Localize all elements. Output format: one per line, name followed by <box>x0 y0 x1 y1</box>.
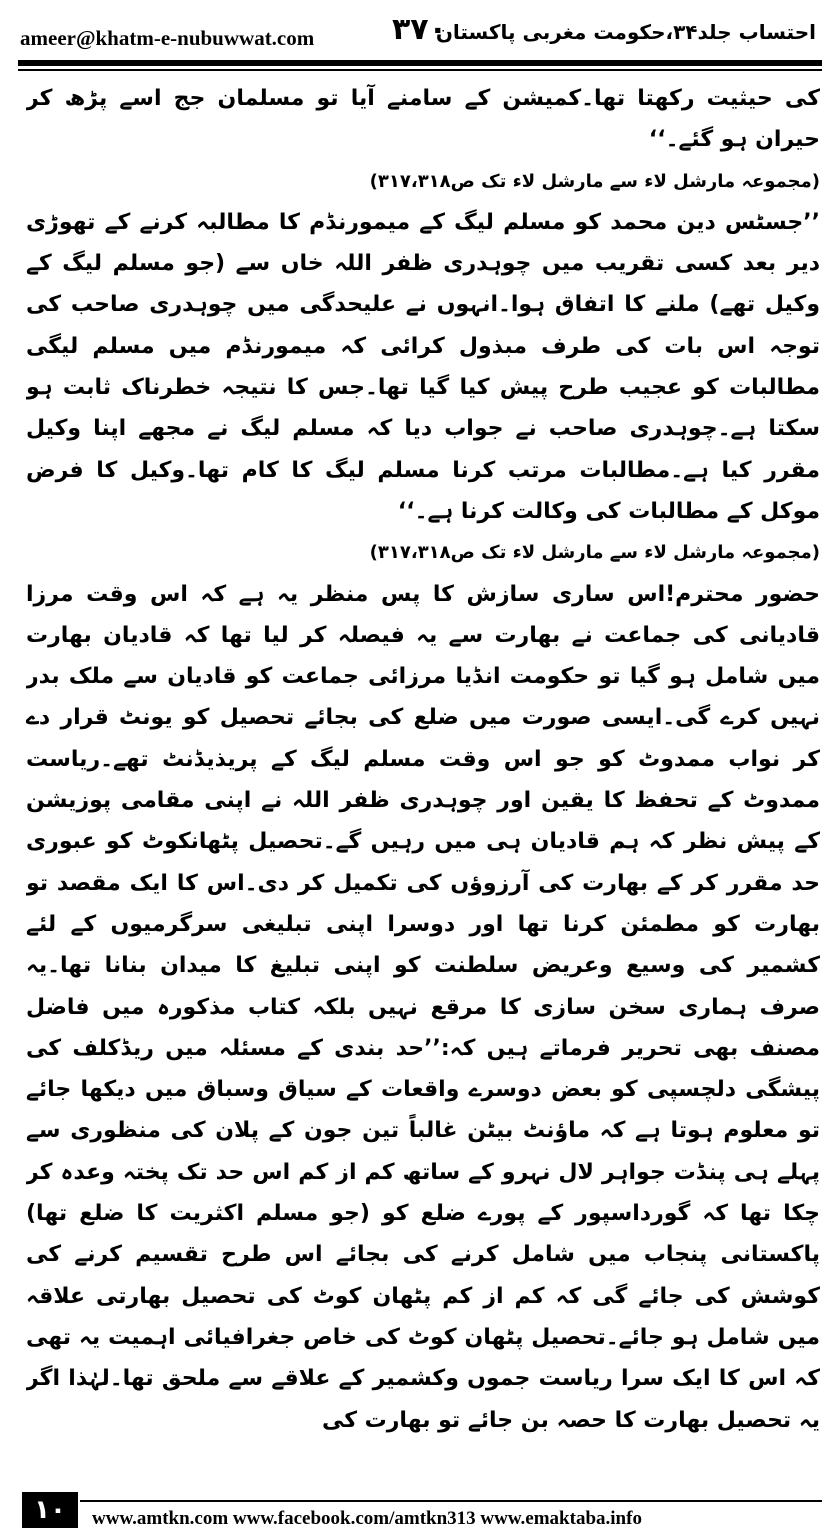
body-citation: (مجموعہ مارشل لاء سے مارشل لاء تک ص۳۱۷،۳۱۸) <box>369 542 820 564</box>
body-citation: (مجموعہ مارشل لاء سے مارشل لاء تک ص۳۱۷،۳۱۸) <box>369 170 820 192</box>
body-paragraph: کی حیثیت رکھتا تھا۔کمیشن کے سامنے آیا تو مسلمان جج اسے پڑھ کر حیران ہو گئے۔‘‘ <box>26 86 820 153</box>
body-paragraph: ’’جسٹس دین محمد کو مسلم لیگ کے میمورنڈم کا مطالبہ کرنے کے تھوڑی دیر بعد کسی تقریب میں چوہدری ظفر اللہ خاں سے (جو مسلم لیگ کے وکیل تھے) ملنے کا اتفاق ہوا۔انہوں نے علیحدگی میں چوہدری صاحب کی توجہ اس بات کی طرف مبذول کرائی کہ میمورنڈم میں مسلم لیگی مطالبات کو عجیب طرح پیش کیا گیا تھا۔جس کا نتیجہ خطرناک ثابت ہو سکتا ہے۔چوہدری صاحب نے جواب دیا کہ مسلم لیگ نے مجھے اپنا وکیل مقرر کیا ہے۔مطالبات مرتب کرنا مسلم لیگ کا کام تھا۔وکیل کا فرض موکل کے مطالبات کی وکالت کرنا ہے۔‘‘ <box>26 209 820 524</box>
page-header <box>18 12 822 56</box>
header-email: ameer@khatm-e-nubuwwat.com <box>20 26 315 50</box>
footer-rule <box>80 1500 822 1502</box>
header-rule-thick <box>18 60 822 66</box>
header-running-title: احتساب جلد۳۴،حکومت مغربی پاکستان <box>435 20 816 44</box>
footer-page-number: ۱۰ <box>22 1492 78 1528</box>
footer-links: www.amtkn.com www.facebook.com/amtkn313 www.emaktaba.info <box>92 1508 642 1529</box>
header-rule-thin <box>18 69 822 71</box>
page-body <box>26 78 820 1468</box>
header-page-number: ۳۷۰ <box>392 12 447 47</box>
body-paragraph: حضور محترم!اس ساری سازش کا پس منظر یہ ہے کہ اس وقت مرزا قادیانی کی جماعت نے بھارت سے یہ فیصلہ کر لیا تھا کہ قادیان بھارت میں شامل ہو گیا تو حکومت انڈیا مرزائی جماعت کو قادیان سے ملک بدر نہیں کرے گی۔ایسی صورت میں ضلع کی بجائے تحصیل کو یونٹ قرار دے کر نواب ممدوٹ کو جو اس وقت مسلم لیگ کے پریذیڈنٹ تھے۔ریاست ممدوٹ کے تحفظ کا یقین اور چوہدری ظفر اللہ نے اپنی مقامی پوزیشن کے پیش نظر کہ ہم قادیان ہی میں رہیں گے۔تحصیل پٹھانکوٹ کو عبوری حد مقرر کر کے بھارت کی آرزوؤں کی تکمیل کر دی۔اس کا ایک مقصد تو بھارت کو مطمئن کرنا تھا اور دوسرا اپنی تبلیغی سرگرمیوں کے لئے کشمیر کی وسیع وعریض سلطنت کو اپنی تبلیغ کا میدان بنانا تھا۔یہ صرف ہماری سخن سازی کا مرقع نہیں بلکہ کتاب مذکورہ میں فاضل مصنف بھی تحریر فرماتے ہیں کہ:’’حد بندی کے مسئلہ میں ریڈکلف کی پیشگی دلچسپی کو بعض دوسرے واقعات کے سیاق وسباق میں دیکھا جائے تو معلوم ہوتا ہے کہ ماؤنٹ بیٹن غالباً تین جون کے پلان کی منظوری سے پہلے ہی پنڈت جواہر لال نہرو کے ساتھ کم از کم اس حد تک پختہ وعدہ کر چکا تھا کہ گورداسپور کے پورے ضلع کو (جو مسلم اکثریت کا ضلع تھا) پاکستانی پنجاب میں شامل کرنے کی بجائے اس طرح تقسیم کرنے کی کوشش کی جائے گی کہ کم از کم پٹھان کوٹ کی تحصیل بھارتی علاقہ میں شامل ہو جائے۔تحصیل پٹھان کوٹ کی خاص جغرافیائی اہمیت یہ تھی کہ اس کا ایک سرا ریاست جموں وکشمیر کے علاقے سے ملحق تھا۔لہٰذا اگر یہ تحصیل بھارت کا حصہ بن جائے تو بھارت کی <box>26 581 820 1433</box>
